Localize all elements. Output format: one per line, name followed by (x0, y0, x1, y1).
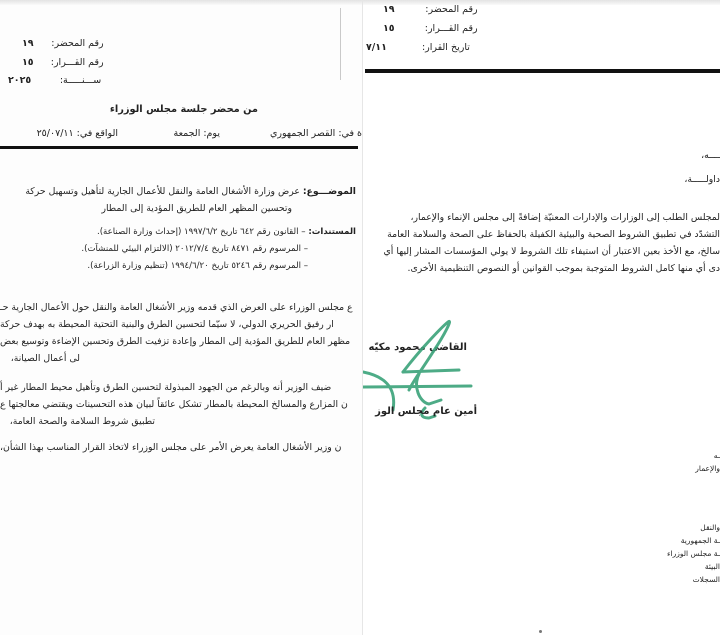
distribution-item: ـه (713, 451, 720, 460)
subject-label: الموضـــوع: (302, 186, 356, 197)
distribution-item: والنقل (700, 523, 720, 532)
year-row (8, 75, 101, 86)
decision-paragraph-line: دى أي منها كامل الشروط المتوجبة بموجب القوانين أو النصوص التنظيمية الأخرى. (407, 263, 720, 274)
distribution-item: ـة مجلس الوزراء (667, 549, 720, 558)
year-label: ســـنـــــة: (59, 75, 102, 86)
decision-number-label: رقم القـــرار: (50, 57, 104, 68)
year-value: ٢٠٢٥ (8, 75, 32, 86)
distribution-item: ـة الجمهورية (680, 536, 720, 545)
signatory-title: أمين عام مجلس الوز (375, 406, 477, 417)
subject-line-2: وتحسين المظهر العام للطريق المؤدية إلى المطار (101, 203, 292, 214)
margin-line (340, 8, 341, 80)
document-page-right (362, 0, 720, 635)
minutes-number-label: رقم المحضر: (425, 4, 478, 15)
reference-item: – القانون رقم ٦٤٢ تاريخ ١٩٩٧/٦/٢ (إحداث وزارة الصناعة). (96, 227, 306, 237)
session-day: يوم: الجمعة (173, 128, 220, 139)
session-date: الواقع في: ٢٥/٠٧/١١ (36, 128, 118, 139)
scan-speck (539, 630, 542, 633)
distribution-item: والإعمار (695, 464, 720, 473)
body-paragraph-1-line: ار رفيق الحريري الدولي، لا سيّما لتحسين الطرق والبنية التحتية المحيطة به بهدف حركة (0, 319, 334, 330)
decision-number-value: ١٥ (383, 23, 395, 34)
minutes-number-value: ١٩ (22, 38, 34, 49)
body-paragraph-3: ن وزير الأشغال العامة يعرض الأمر على مجلس الوزراء لاتخاذ القرار المناسب بهذا الشأن، (0, 442, 342, 453)
references-line-1 (97, 224, 356, 240)
document-title: من محضر جلسة مجلس الوزراء (109, 104, 258, 115)
subject-line-1 (25, 184, 356, 200)
minutes-number-row (22, 38, 104, 49)
distribution-item: البيئة (704, 562, 720, 571)
scan-edge (0, 0, 362, 5)
decision-number-value: ١٥ (22, 57, 34, 68)
minutes-number-label: رقم المحضر: (51, 38, 104, 49)
body-paragraph-1-line: مظهر العام للطريق المؤدية إلى المطار وإعادة تزفيت الطرق وتحسين الإضاءة وتوسيع بعض (0, 336, 351, 347)
header-divider (365, 69, 720, 73)
distribution-item: السجلات (692, 575, 720, 584)
body-paragraph-2-line: ضيف الوزير أنه وبالرغم من الجهود المبذولة لتحسين الطرق وتأهيل محيط المطار غير أ (0, 382, 332, 393)
minutes-number-row (383, 4, 478, 15)
decision-date-row (366, 42, 470, 53)
decision-paragraph-line: سالخ، مع الأخذ بعين الاعتبار أن استيفاء تلك الشروط لا يولي المؤسسات المشار إليها أي (383, 246, 720, 257)
decision-number-row (22, 57, 104, 68)
body-paragraph-1-line: لى أعمال الصيانة، (10, 353, 80, 364)
session-place: ة في: القصر الجمهوري (270, 128, 362, 139)
decision-number-label: رقم القـــرار: (424, 23, 478, 34)
decision-date-value: ٧/١١ (366, 42, 387, 53)
body-paragraph-2-line: تطبيق شروط السلامة والصحة العامة، (9, 416, 155, 427)
minutes-number-value: ١٩ (383, 4, 395, 15)
subject-text-1: عرض وزارة الأشغال العامة والنقل للأعمال الجارية لتأهيل وتسهيل حركة (25, 186, 300, 197)
body-paragraph-2-line: ن المزارع والمسالخ المحيطة بالمطار تشكل عائقاً لبيان هذه التحسينات ويقتضي معالجتها ع (0, 399, 348, 410)
reference-item: – المرسوم رقم ٥٢٤٦ تاريخ ١٩٩٤/٦/٢٠ (تنظيم وزارة الزراعة). (87, 261, 308, 271)
decision-paragraph-line: لمجلس الطلب إلى الوزارات والإدارات المعنيّة إضافةً إلى مجلس الإنماء والإعمار، (410, 212, 720, 223)
decision-paragraph-line: التشدّد في تطبيق الشروط الصحية والبيئية الكفيلة بالحفاظ على الصحة والسلامة العامة (387, 229, 720, 240)
references-label: المستندات: (308, 227, 356, 237)
decision-date-label: تاريخ القرار: (421, 42, 470, 53)
signatory-name: القاضي محمود مكيّه (368, 342, 467, 353)
preamble-line: ــــه، (701, 150, 720, 161)
body-paragraph-1-line: ع مجلس الوزراء على العرض الذي قدمه وزير الأشغال العامة والنقل حول الأعمال الجارية حـ (0, 302, 353, 313)
header-divider (0, 146, 358, 149)
preamble-line: داولـــــة، (684, 174, 720, 185)
decision-number-row (383, 23, 478, 34)
reference-item: – المرسوم رقم ٨٤٧١ تاريخ ٢٠١٢/٧/٤ (الالتزام البيئي للمنشآت). (81, 244, 308, 254)
